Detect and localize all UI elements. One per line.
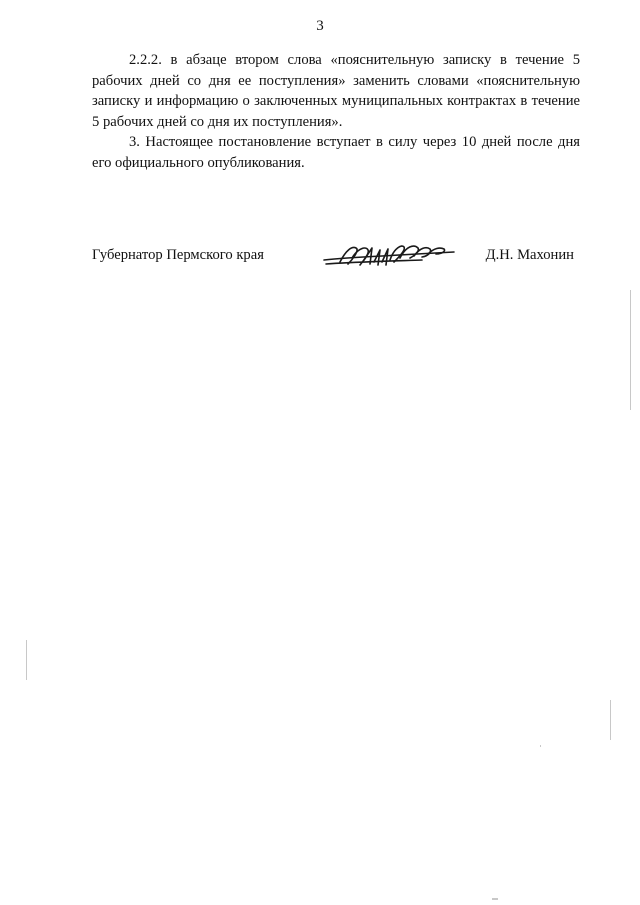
handwritten-signature — [322, 238, 462, 272]
signature-block — [92, 238, 580, 278]
paragraph-2-2-2: 2.2.2. в абзаце втором слова «пояснительную записку в течение 5 рабочих дней со дня ее поступления» заменить словами «пояснительную записку и информацию о заключенных муниципальных контрактах в течение 5 рабочих дней со дня их поступления». — [92, 52, 580, 130]
scan-artifact-line — [26, 640, 27, 680]
scan-artifact-dot — [540, 745, 541, 747]
scan-artifact-line — [610, 700, 611, 740]
document-body — [92, 50, 580, 173]
page-number: 3 — [316, 18, 324, 34]
scan-artifact-dot — [492, 898, 498, 900]
signatory-name: Д.Н. Махонин — [485, 247, 574, 263]
signatory-title: Губернатор Пермского края — [92, 247, 264, 263]
scan-artifact-line — [630, 290, 631, 410]
paragraph-3: 3. Настоящее постановление вступает в силу через 10 дней после дня его официального опубликования. — [92, 134, 580, 171]
